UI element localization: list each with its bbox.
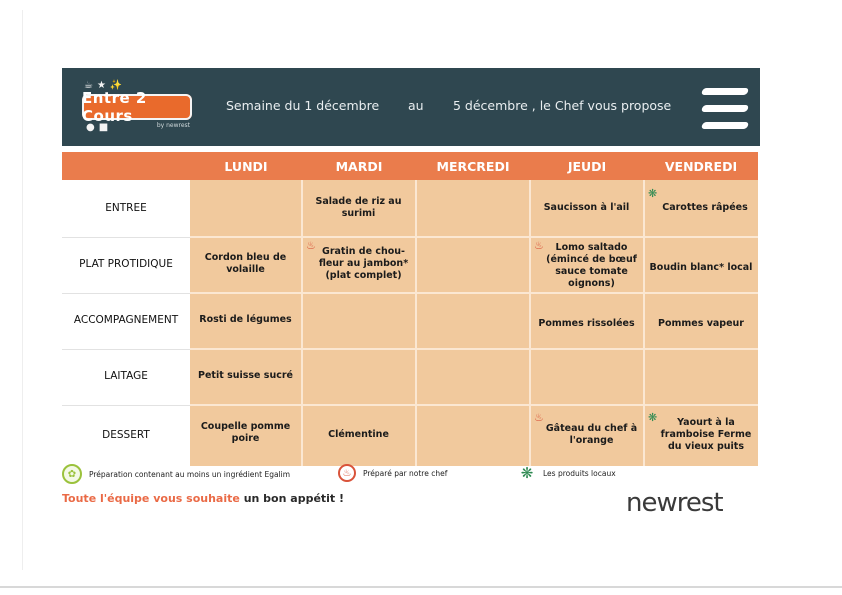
menu-cell-plat-mardi: Gratin de chou-fleur au jambon* (plat complet) [318,246,409,281]
row-label-accompagnement: ACCOMPAGNEMENT [73,314,179,326]
legend-chef [338,464,447,482]
egalim-leaf-icon: ✿ [62,464,82,484]
menu-cell-entree-jeudi: Saucisson à l'ail [543,202,630,213]
legend-egalim-label: Préparation contenant au moins un ingrédient Egalim [89,469,291,479]
day-lundi: LUNDI [224,158,268,174]
bon-appetit-message [62,492,344,505]
grid-divider [415,180,417,466]
scan-edge [22,10,23,570]
utensils-icon: ☕★✨ [84,80,127,91]
menu-cell-dessert-vendredi: Yaourt à la framboise Ferme du vieux puits [660,417,752,452]
chef-hat-icon: ♨ [306,239,316,252]
legend-local-label: Les produits locaux [543,468,616,478]
entre-2-cours-logo [78,80,196,136]
day-mercredi: MERCREDI [436,158,510,174]
scan-edge-bottom [0,586,842,588]
chef-hat-icon: ♨ [534,411,544,424]
logo-subtitle: by newrest [156,122,190,129]
menu-cell-accompagnement-vendredi: Pommes vapeur [658,318,744,329]
menu-cell-accompagnement-lundi: Rosti de légumes [199,314,292,325]
week-end: 5 décembre , le Chef vous propose [453,98,672,113]
menu-cell-plat-lundi: Cordon bleu de volaille [204,252,287,275]
row-label-dessert: DESSERT [102,429,150,441]
plate-icon: ●■ [86,122,113,133]
newrest-stripes-icon [702,88,750,132]
day-vendredi: VENDREDI [664,158,738,174]
chef-hat-icon: ♨ [534,239,544,252]
footer-appetit: un bon appétit ! [243,492,345,505]
row-label-laitage: LAITAGE [104,370,148,382]
menu-cell-dessert-mardi: Clémentine [328,429,389,440]
legend-chef-label: Préparé par notre chef [363,468,448,478]
newrest-logo: newrest [626,488,723,518]
legend-local [518,464,616,482]
local-produce-icon: ❋ [648,187,658,200]
local-produce-icon: ❋ [520,464,534,482]
menu-cell-plat-vendredi: Boudin blanc* local [649,262,753,273]
row-label-entree: ENTREE [105,202,147,214]
row-label-plat: PLAT PROTIDIQUE [79,258,173,270]
day-mardi: MARDI [335,158,383,174]
menu-cell-dessert-jeudi: Gâteau du chef à l'orange [545,423,638,446]
menu-cell-dessert-lundi: Coupelle pomme poire [200,421,291,444]
logo-title: Entre 2 Cours [82,94,192,120]
menu-cell-accompagnement-jeudi: Pommes rissolées [538,318,635,329]
week-connector: au [408,98,424,113]
week-start: Semaine du 1 décembre [226,98,380,113]
menu-cell-entree-mardi: Salade de riz au surimi [315,196,402,219]
legend-egalim [62,464,290,484]
menu-cell-entree-vendredi: Carottes râpées [662,202,748,213]
local-produce-icon: ❋ [648,411,658,424]
chef-hat-icon: ♨ [338,464,356,482]
menu-cell-laitage-lundi: Petit suisse sucré [198,370,293,381]
menu-header [62,68,760,146]
menu-cell-plat-jeudi: Lomo saltado (émincé de bœuf sauce tomate oignons) [546,242,637,289]
day-jeudi: JEUDI [567,158,607,174]
footer-greeting: Toute l'équipe vous souhaite [62,492,240,505]
